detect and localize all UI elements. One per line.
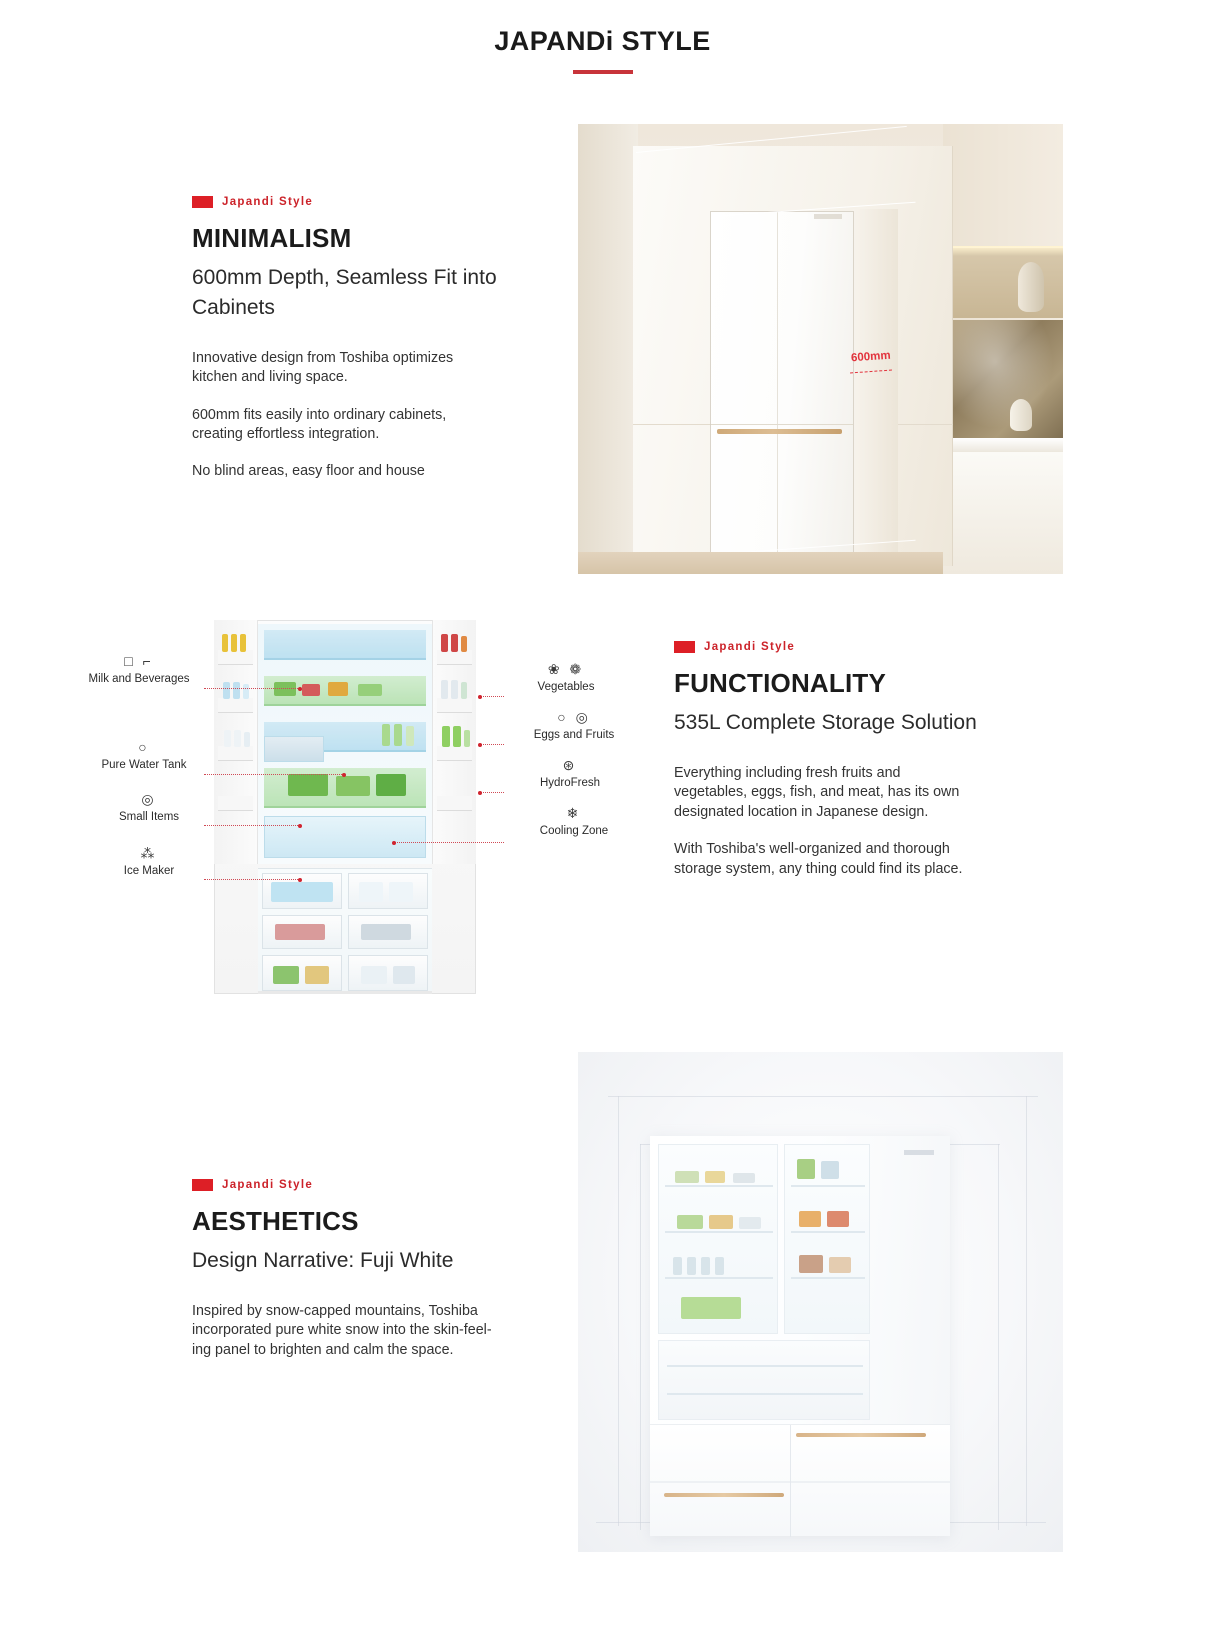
- door-item: [441, 634, 448, 652]
- label-text: Cooling Zone: [539, 825, 609, 837]
- leader-line-eggs: [480, 744, 504, 745]
- refrigerator-handle: [717, 429, 842, 434]
- kitchen-floor: [578, 552, 943, 574]
- decor-vase: [1018, 262, 1044, 312]
- room-edge-line: [1026, 1096, 1027, 1526]
- right-compartment-open: [784, 1144, 870, 1334]
- food-item: [739, 1217, 761, 1229]
- frozen-item: [359, 882, 383, 902]
- food-item: [797, 1159, 815, 1179]
- food-item: [827, 1211, 849, 1227]
- title-rule-divider: [573, 70, 633, 74]
- fuji-refrigerator: [650, 1136, 950, 1536]
- toshiba-logo-mark: [904, 1150, 934, 1155]
- door-split: [790, 1425, 791, 1537]
- paragraph: Innovative design from Toshiba optimizes kitchen and living space.: [192, 349, 454, 386]
- door-rack: [218, 698, 253, 713]
- frozen-item: [361, 966, 387, 984]
- meat-item: [275, 924, 325, 940]
- diagram-label-milk-and-beverages: [79, 654, 199, 685]
- water-drop-icon: ○: [138, 739, 150, 755]
- frozen-veg: [273, 966, 299, 984]
- leader-line-hydrofresh: [480, 792, 504, 793]
- shelf: [264, 630, 426, 660]
- door-rack: [437, 796, 472, 811]
- leader-line-water: [204, 774, 344, 775]
- drawer-handle: [664, 1493, 784, 1497]
- shelf: [791, 1231, 865, 1233]
- small-items-icon: ◎: [141, 791, 157, 807]
- niche-light-glow: [950, 246, 1063, 256]
- refrigerator-front: [711, 212, 853, 552]
- door-item: [451, 680, 458, 699]
- dimension-label-600mm: 600mm: [850, 349, 892, 365]
- egg-icon: ○ ◎: [557, 709, 591, 725]
- small-items-box: [264, 736, 324, 762]
- drawer-stack: [658, 1340, 870, 1420]
- room-edge-line: [618, 1096, 619, 1526]
- label-text: HydroFresh: [539, 777, 601, 789]
- food-item: [274, 682, 296, 696]
- hydrofresh-bin: [264, 816, 426, 858]
- right-door-open: [432, 620, 476, 864]
- door-rack: [218, 796, 253, 811]
- food-item: [799, 1255, 823, 1273]
- beverage-item: [701, 1257, 710, 1275]
- section-heading-minimalism: MINIMALISM: [192, 223, 352, 253]
- drawer-divider: [667, 1365, 863, 1367]
- door-item: [451, 634, 458, 652]
- section-subheading-functionality: 535L Complete Storage Solution: [674, 711, 977, 734]
- vegetable-drawer-contents: [681, 1297, 741, 1319]
- door-item: [223, 682, 230, 699]
- shelf: [665, 1277, 773, 1279]
- door-handle: [796, 1433, 926, 1437]
- kitchen-photo: [578, 124, 1063, 574]
- label-text: Ice Maker: [123, 865, 175, 877]
- refrigerator-interior-diagram: [88, 614, 615, 1004]
- ice-maker-icon: ⁂: [140, 845, 158, 861]
- kitchen-lower-cabinet: [943, 452, 1063, 574]
- diagram-label-ice-maker: [89, 846, 209, 877]
- diagram-label-small-items: [89, 792, 209, 823]
- eyebrow-label: Japandi Style: [704, 641, 796, 653]
- fridge-cavity: [258, 624, 432, 864]
- shelf: [665, 1185, 773, 1187]
- section-heading-functionality: FUNCTIONALITY: [674, 668, 887, 698]
- food-item: [829, 1257, 851, 1273]
- label-text: Small Items: [118, 811, 180, 823]
- section-aesthetics-text: [192, 1179, 502, 1360]
- food-item: [376, 774, 406, 796]
- food-item: [328, 682, 348, 696]
- decor-pot: [1010, 399, 1032, 431]
- food-item: [302, 684, 320, 696]
- left-door-open: [214, 620, 258, 864]
- door-item: [461, 682, 467, 699]
- section-heading-aesthetics: AESTHETICS: [192, 1206, 359, 1236]
- refrigerator-cutaway: [214, 620, 476, 994]
- shelf: [791, 1277, 865, 1279]
- ice-tray: [271, 882, 333, 902]
- diagram-label-pure-water-tank: [84, 740, 204, 771]
- beverage-item: [394, 724, 402, 746]
- paragraph: Everything including fresh fruits and vegetables, eggs, fish, and meat, has its own designated location in Japanese design.: [674, 764, 960, 820]
- kitchen-countertop: [943, 438, 1063, 452]
- red-swatch-icon: [192, 196, 213, 208]
- frozen-veg: [305, 966, 329, 984]
- eyebrow-label: Japandi Style: [222, 196, 314, 208]
- left-compartment-open: [658, 1144, 778, 1334]
- eyebrow-minimalism: [192, 196, 502, 208]
- leader-line-vegetables: [480, 696, 504, 697]
- door-item: [244, 732, 250, 747]
- door-item: [240, 634, 246, 652]
- leader-line-cooling-zone: [394, 842, 504, 843]
- food-item: [799, 1211, 821, 1227]
- freezer-drawer: [348, 955, 428, 991]
- door-item: [234, 730, 241, 747]
- freezer-drawer: [348, 873, 428, 909]
- food-item: [358, 684, 382, 696]
- door-item: [453, 726, 461, 747]
- door-rack: [437, 698, 472, 713]
- door-item: [231, 634, 237, 652]
- leader-line-milk: [204, 688, 300, 689]
- section-body-functionality: [674, 764, 984, 879]
- food-item: [733, 1173, 755, 1183]
- cooling-zone-icon: ❄: [566, 805, 582, 821]
- door-rack: [437, 650, 472, 665]
- cabinet-side-panel: [850, 209, 898, 564]
- diagram-canvas: [88, 614, 615, 1004]
- diagram-label-cooling-zone: [514, 806, 634, 837]
- food-item: [288, 774, 328, 796]
- freezer-section: [258, 868, 432, 992]
- door-item: [233, 682, 240, 699]
- eyebrow-aesthetics: [192, 1179, 502, 1191]
- refrigerator-section-gap: [711, 424, 853, 425]
- food-item: [709, 1215, 733, 1229]
- kitchen-scene: [578, 124, 1063, 574]
- frozen-item: [393, 966, 415, 984]
- frozen-item: [389, 882, 413, 902]
- section-subheading-aesthetics: Design Narrative: Fuji White: [192, 1249, 454, 1272]
- paragraph: With Toshiba's well-organized and thorough storage system, any thing could find its place.: [674, 841, 963, 877]
- section-subheading-minimalism: 600mm Depth, Seamless Fit into Cabinets: [192, 266, 497, 319]
- door-item: [224, 730, 231, 747]
- eyebrow-functionality: [674, 641, 984, 653]
- door-item: [442, 726, 450, 747]
- shelf: [791, 1185, 865, 1187]
- beverage-item: [687, 1257, 696, 1275]
- door-item: [243, 684, 249, 699]
- leader-line-small-items: [204, 825, 300, 826]
- door-item: [461, 636, 467, 652]
- red-swatch-icon: [674, 641, 695, 653]
- food-item: [336, 776, 370, 796]
- food-item: [675, 1171, 699, 1183]
- food-item: [677, 1215, 703, 1229]
- food-item: [821, 1161, 839, 1179]
- refrigerator-door-split: [777, 212, 778, 552]
- room-edge-line: [640, 1144, 641, 1530]
- freezer-drawer: [348, 915, 428, 949]
- diagram-label-hydrofresh: [510, 758, 630, 789]
- fuji-white-photo: [578, 1052, 1063, 1552]
- beverage-item: [715, 1257, 724, 1275]
- eyebrow-label: Japandi Style: [222, 1179, 314, 1191]
- room-edge-line: [998, 1144, 999, 1530]
- paragraph: No blind areas, easy floor and house: [192, 463, 425, 480]
- appliance-base: [258, 991, 432, 994]
- kitchen-niche: [950, 246, 1063, 318]
- beverage-item: [382, 724, 390, 746]
- milk-carton-icon: □ ⌐: [124, 653, 154, 669]
- paragraph: 600mm fits easily into ordinary cabinets, creating effortless integration.: [192, 406, 447, 442]
- section-minimalism-text: [192, 196, 502, 482]
- broccoli-icon: ❀ ❁: [547, 661, 585, 677]
- shelf: [665, 1231, 773, 1233]
- section-body-minimalism: [192, 349, 502, 482]
- page-title: JAPANDi STYLE: [494, 26, 711, 56]
- door-rack: [218, 650, 253, 665]
- section-body-aesthetics: [192, 1302, 502, 1360]
- room-edge-line: [608, 1096, 1038, 1097]
- beverage-item: [406, 726, 414, 746]
- kitchen-left-wall: [578, 124, 638, 574]
- door-rack: [437, 746, 472, 761]
- diagram-label-vegetables: [506, 662, 626, 693]
- fuji-scene: [578, 1052, 1063, 1552]
- label-text: Eggs and Fruits: [533, 729, 615, 741]
- food-item: [705, 1171, 725, 1183]
- freezer-drawer: [262, 915, 342, 949]
- label-text: Milk and Beverages: [88, 673, 190, 685]
- kitchen-backsplash: [950, 320, 1063, 440]
- paragraph: Inspired by snow-capped mountains, Toshiba incorporated pure white snow into the skin-feel- ing panel to brighten and calm the space.: [192, 1302, 492, 1358]
- door-seam: [650, 1481, 950, 1483]
- section-functionality-text: [674, 641, 984, 879]
- lower-doors: [650, 1424, 950, 1536]
- door-item: [441, 680, 448, 699]
- door-item: [222, 634, 228, 652]
- door-rack: [218, 746, 253, 761]
- diagram-label-eggs-and-fruits: [514, 710, 634, 741]
- label-text: Pure Water Tank: [101, 759, 187, 771]
- fish-item: [361, 924, 411, 940]
- beverage-item: [673, 1257, 682, 1275]
- hydrofresh-icon: ⊛: [562, 757, 578, 773]
- label-text: Vegetables: [537, 681, 595, 693]
- red-swatch-icon: [192, 1179, 213, 1191]
- freezer-drawer: [262, 955, 342, 991]
- leader-line-ice: [204, 879, 300, 880]
- door-item: [464, 730, 470, 747]
- toshiba-logo-mark: [814, 214, 842, 219]
- drawer-divider: [667, 1393, 863, 1395]
